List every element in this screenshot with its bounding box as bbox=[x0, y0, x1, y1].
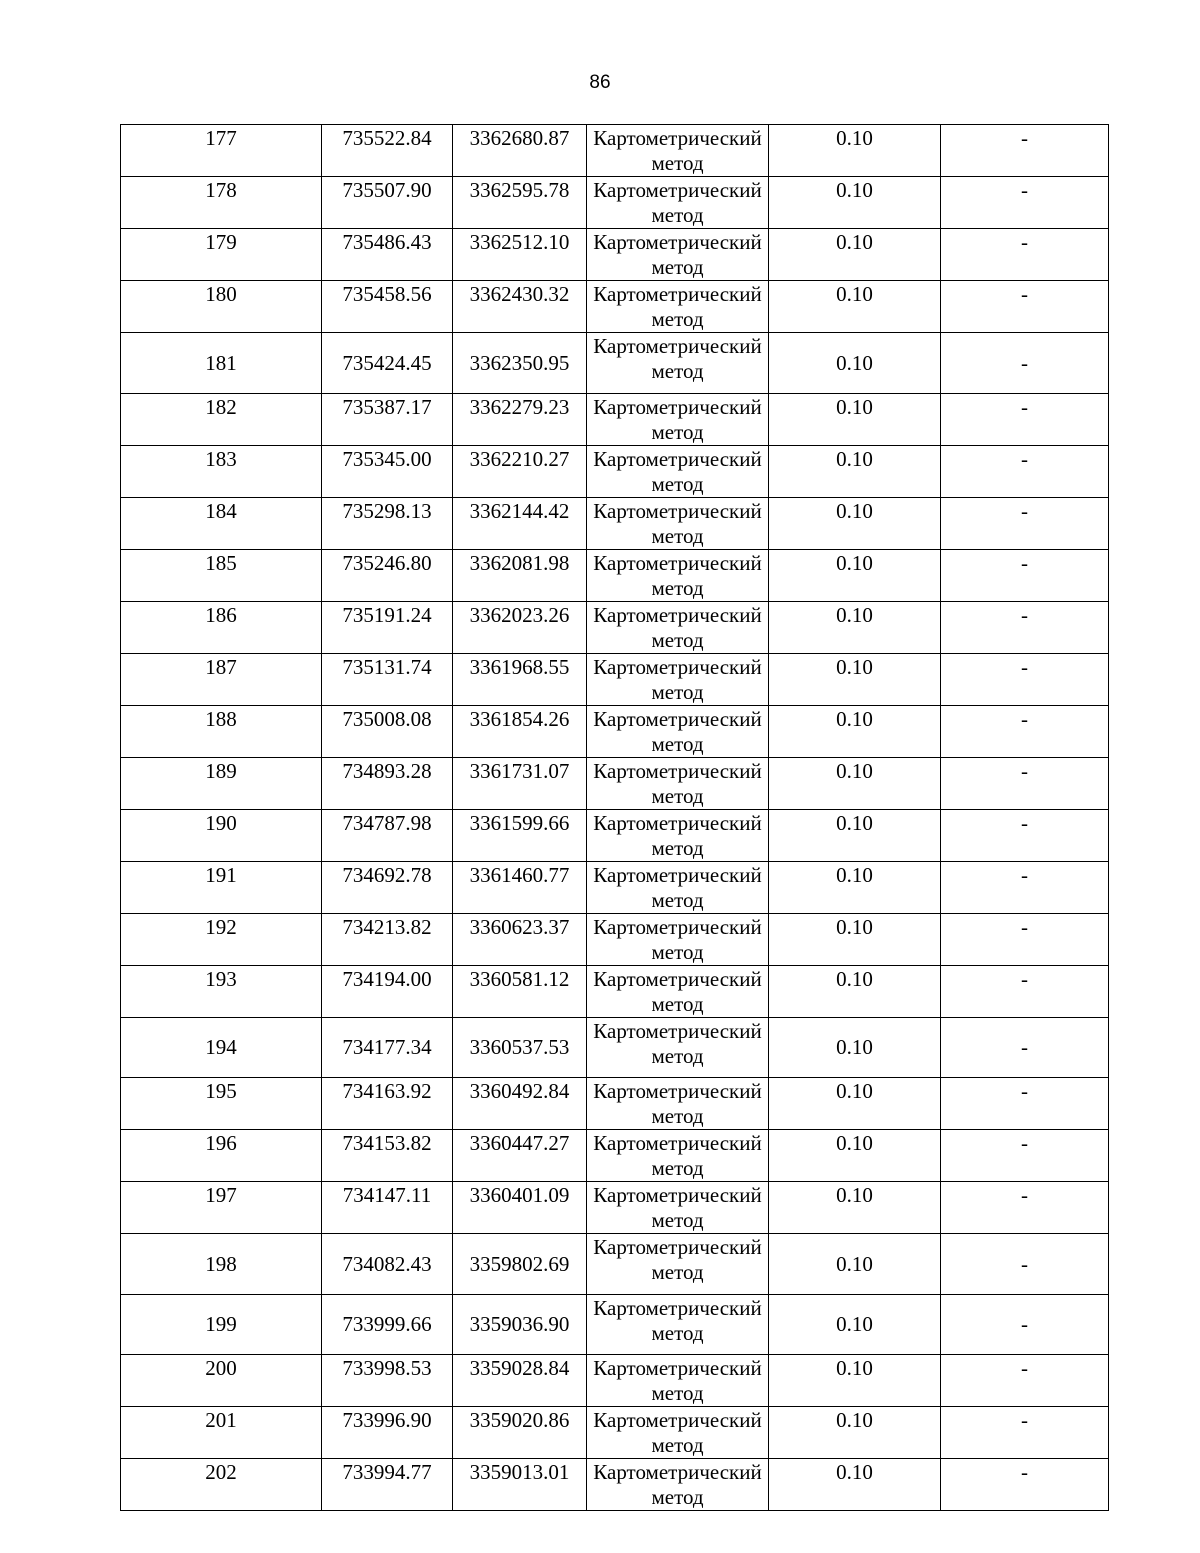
table-row bbox=[121, 497, 1109, 549]
table-row bbox=[121, 549, 1109, 601]
point-number-cell: 194 bbox=[121, 1017, 322, 1078]
accuracy-cell: 0.10 bbox=[769, 393, 941, 445]
table-row bbox=[121, 965, 1109, 1017]
x-coordinate-cell: 735458.56 bbox=[322, 281, 453, 333]
table-row bbox=[121, 705, 1109, 757]
method-cell: Картометрический метод bbox=[587, 177, 769, 229]
table-row bbox=[121, 809, 1109, 861]
y-coordinate-cell: 3361731.07 bbox=[453, 757, 587, 809]
y-coordinate-cell: 3361460.77 bbox=[453, 861, 587, 913]
point-number-cell: 181 bbox=[121, 333, 322, 394]
description-cell: - bbox=[941, 1355, 1109, 1407]
accuracy-cell: 0.10 bbox=[769, 965, 941, 1017]
description-cell: - bbox=[941, 1407, 1109, 1459]
accuracy-cell: 0.10 bbox=[769, 1234, 941, 1295]
method-cell: Картометрический метод bbox=[587, 1078, 769, 1130]
y-coordinate-cell: 3360447.27 bbox=[453, 1130, 587, 1182]
description-cell: - bbox=[941, 1017, 1109, 1078]
coordinates-table-body bbox=[121, 125, 1109, 1511]
y-coordinate-cell: 3361854.26 bbox=[453, 705, 587, 757]
point-number-cell: 190 bbox=[121, 809, 322, 861]
description-cell: - bbox=[941, 1078, 1109, 1130]
table-row bbox=[121, 445, 1109, 497]
table-row bbox=[121, 757, 1109, 809]
table-row bbox=[121, 1407, 1109, 1459]
y-coordinate-cell: 3362430.32 bbox=[453, 281, 587, 333]
table-row bbox=[121, 125, 1109, 177]
point-number-cell: 183 bbox=[121, 445, 322, 497]
accuracy-cell: 0.10 bbox=[769, 333, 941, 394]
method-cell: Картометрический метод bbox=[587, 1407, 769, 1459]
accuracy-cell: 0.10 bbox=[769, 1355, 941, 1407]
x-coordinate-cell: 734177.34 bbox=[322, 1017, 453, 1078]
description-cell: - bbox=[941, 497, 1109, 549]
x-coordinate-cell: 735131.74 bbox=[322, 653, 453, 705]
accuracy-cell: 0.10 bbox=[769, 549, 941, 601]
point-number-cell: 186 bbox=[121, 601, 322, 653]
point-number-cell: 192 bbox=[121, 913, 322, 965]
y-coordinate-cell: 3360581.12 bbox=[453, 965, 587, 1017]
point-number-cell: 180 bbox=[121, 281, 322, 333]
description-cell: - bbox=[941, 281, 1109, 333]
y-coordinate-cell: 3362680.87 bbox=[453, 125, 587, 177]
x-coordinate-cell: 734213.82 bbox=[322, 913, 453, 965]
description-cell: - bbox=[941, 705, 1109, 757]
description-cell: - bbox=[941, 229, 1109, 281]
y-coordinate-cell: 3359802.69 bbox=[453, 1234, 587, 1295]
coordinates-table bbox=[120, 124, 1109, 1511]
y-coordinate-cell: 3362512.10 bbox=[453, 229, 587, 281]
description-cell: - bbox=[941, 393, 1109, 445]
x-coordinate-cell: 735387.17 bbox=[322, 393, 453, 445]
accuracy-cell: 0.10 bbox=[769, 1294, 941, 1355]
accuracy-cell: 0.10 bbox=[769, 177, 941, 229]
accuracy-cell: 0.10 bbox=[769, 705, 941, 757]
y-coordinate-cell: 3362023.26 bbox=[453, 601, 587, 653]
table-row bbox=[121, 913, 1109, 965]
table-row bbox=[121, 1182, 1109, 1234]
point-number-cell: 201 bbox=[121, 1407, 322, 1459]
method-cell: Картометрический метод bbox=[587, 1355, 769, 1407]
accuracy-cell: 0.10 bbox=[769, 653, 941, 705]
point-number-cell: 202 bbox=[121, 1459, 322, 1511]
method-cell: Картометрический метод bbox=[587, 809, 769, 861]
y-coordinate-cell: 3360401.09 bbox=[453, 1182, 587, 1234]
accuracy-cell: 0.10 bbox=[769, 1017, 941, 1078]
x-coordinate-cell: 735246.80 bbox=[322, 549, 453, 601]
method-cell: Картометрический метод bbox=[587, 1017, 769, 1078]
point-number-cell: 178 bbox=[121, 177, 322, 229]
description-cell: - bbox=[941, 1234, 1109, 1295]
y-coordinate-cell: 3360537.53 bbox=[453, 1017, 587, 1078]
x-coordinate-cell: 733999.66 bbox=[322, 1294, 453, 1355]
method-cell: Картометрический метод bbox=[587, 1234, 769, 1295]
method-cell: Картометрический метод bbox=[587, 913, 769, 965]
x-coordinate-cell: 734163.92 bbox=[322, 1078, 453, 1130]
method-cell: Картометрический метод bbox=[587, 1459, 769, 1511]
x-coordinate-cell: 733998.53 bbox=[322, 1355, 453, 1407]
method-cell: Картометрический метод bbox=[587, 333, 769, 394]
table-row bbox=[121, 653, 1109, 705]
point-number-cell: 199 bbox=[121, 1294, 322, 1355]
table-row bbox=[121, 601, 1109, 653]
y-coordinate-cell: 3360492.84 bbox=[453, 1078, 587, 1130]
y-coordinate-cell: 3359013.01 bbox=[453, 1459, 587, 1511]
x-coordinate-cell: 735424.45 bbox=[322, 333, 453, 394]
x-coordinate-cell: 735522.84 bbox=[322, 125, 453, 177]
y-coordinate-cell: 3359036.90 bbox=[453, 1294, 587, 1355]
point-number-cell: 191 bbox=[121, 861, 322, 913]
accuracy-cell: 0.10 bbox=[769, 281, 941, 333]
table-row bbox=[121, 1234, 1109, 1295]
table-row bbox=[121, 1130, 1109, 1182]
accuracy-cell: 0.10 bbox=[769, 445, 941, 497]
x-coordinate-cell: 734692.78 bbox=[322, 861, 453, 913]
y-coordinate-cell: 3362595.78 bbox=[453, 177, 587, 229]
point-number-cell: 182 bbox=[121, 393, 322, 445]
description-cell: - bbox=[941, 177, 1109, 229]
method-cell: Картометрический метод bbox=[587, 965, 769, 1017]
method-cell: Картометрический метод bbox=[587, 281, 769, 333]
method-cell: Картометрический метод bbox=[587, 653, 769, 705]
table-row bbox=[121, 1355, 1109, 1407]
point-number-cell: 196 bbox=[121, 1130, 322, 1182]
method-cell: Картометрический метод bbox=[587, 497, 769, 549]
description-cell: - bbox=[941, 1130, 1109, 1182]
description-cell: - bbox=[941, 549, 1109, 601]
point-number-cell: 197 bbox=[121, 1182, 322, 1234]
description-cell: - bbox=[941, 1294, 1109, 1355]
x-coordinate-cell: 734194.00 bbox=[322, 965, 453, 1017]
description-cell: - bbox=[941, 809, 1109, 861]
x-coordinate-cell: 735008.08 bbox=[322, 705, 453, 757]
x-coordinate-cell: 734787.98 bbox=[322, 809, 453, 861]
accuracy-cell: 0.10 bbox=[769, 1130, 941, 1182]
accuracy-cell: 0.10 bbox=[769, 125, 941, 177]
point-number-cell: 184 bbox=[121, 497, 322, 549]
table-row bbox=[121, 229, 1109, 281]
point-number-cell: 198 bbox=[121, 1234, 322, 1295]
table-row bbox=[121, 177, 1109, 229]
accuracy-cell: 0.10 bbox=[769, 601, 941, 653]
x-coordinate-cell: 734153.82 bbox=[322, 1130, 453, 1182]
point-number-cell: 189 bbox=[121, 757, 322, 809]
x-coordinate-cell: 734893.28 bbox=[322, 757, 453, 809]
method-cell: Картометрический метод bbox=[587, 757, 769, 809]
x-coordinate-cell: 735298.13 bbox=[322, 497, 453, 549]
point-number-cell: 179 bbox=[121, 229, 322, 281]
y-coordinate-cell: 3362081.98 bbox=[453, 549, 587, 601]
y-coordinate-cell: 3361968.55 bbox=[453, 653, 587, 705]
description-cell: - bbox=[941, 445, 1109, 497]
table-row bbox=[121, 1294, 1109, 1355]
x-coordinate-cell: 735486.43 bbox=[322, 229, 453, 281]
x-coordinate-cell: 734082.43 bbox=[322, 1234, 453, 1295]
y-coordinate-cell: 3362350.95 bbox=[453, 333, 587, 394]
description-cell: - bbox=[941, 1459, 1109, 1511]
x-coordinate-cell: 733994.77 bbox=[322, 1459, 453, 1511]
description-cell: - bbox=[941, 965, 1109, 1017]
point-number-cell: 187 bbox=[121, 653, 322, 705]
accuracy-cell: 0.10 bbox=[769, 1459, 941, 1511]
accuracy-cell: 0.10 bbox=[769, 809, 941, 861]
accuracy-cell: 0.10 bbox=[769, 1407, 941, 1459]
method-cell: Картометрический метод bbox=[587, 705, 769, 757]
description-cell: - bbox=[941, 333, 1109, 394]
description-cell: - bbox=[941, 913, 1109, 965]
table-row bbox=[121, 1017, 1109, 1078]
y-coordinate-cell: 3360623.37 bbox=[453, 913, 587, 965]
accuracy-cell: 0.10 bbox=[769, 913, 941, 965]
method-cell: Картометрический метод bbox=[587, 861, 769, 913]
y-coordinate-cell: 3361599.66 bbox=[453, 809, 587, 861]
y-coordinate-cell: 3359020.86 bbox=[453, 1407, 587, 1459]
accuracy-cell: 0.10 bbox=[769, 497, 941, 549]
description-cell: - bbox=[941, 601, 1109, 653]
table-row bbox=[121, 281, 1109, 333]
y-coordinate-cell: 3362279.23 bbox=[453, 393, 587, 445]
x-coordinate-cell: 734147.11 bbox=[322, 1182, 453, 1234]
table-row bbox=[121, 1078, 1109, 1130]
y-coordinate-cell: 3359028.84 bbox=[453, 1355, 587, 1407]
method-cell: Картометрический метод bbox=[587, 1294, 769, 1355]
y-coordinate-cell: 3362144.42 bbox=[453, 497, 587, 549]
point-number-cell: 195 bbox=[121, 1078, 322, 1130]
description-cell: - bbox=[941, 757, 1109, 809]
x-coordinate-cell: 735345.00 bbox=[322, 445, 453, 497]
table-row bbox=[121, 333, 1109, 394]
accuracy-cell: 0.10 bbox=[769, 1182, 941, 1234]
method-cell: Картометрический метод bbox=[587, 549, 769, 601]
accuracy-cell: 0.10 bbox=[769, 861, 941, 913]
method-cell: Картометрический метод bbox=[587, 601, 769, 653]
method-cell: Картометрический метод bbox=[587, 125, 769, 177]
point-number-cell: 188 bbox=[121, 705, 322, 757]
x-coordinate-cell: 735507.90 bbox=[322, 177, 453, 229]
accuracy-cell: 0.10 bbox=[769, 229, 941, 281]
table-row bbox=[121, 393, 1109, 445]
table-row bbox=[121, 861, 1109, 913]
description-cell: - bbox=[941, 861, 1109, 913]
point-number-cell: 185 bbox=[121, 549, 322, 601]
description-cell: - bbox=[941, 125, 1109, 177]
method-cell: Картометрический метод bbox=[587, 1130, 769, 1182]
accuracy-cell: 0.10 bbox=[769, 757, 941, 809]
accuracy-cell: 0.10 bbox=[769, 1078, 941, 1130]
x-coordinate-cell: 735191.24 bbox=[322, 601, 453, 653]
point-number-cell: 200 bbox=[121, 1355, 322, 1407]
method-cell: Картометрический метод bbox=[587, 1182, 769, 1234]
method-cell: Картометрический метод bbox=[587, 445, 769, 497]
description-cell: - bbox=[941, 1182, 1109, 1234]
point-number-cell: 177 bbox=[121, 125, 322, 177]
x-coordinate-cell: 733996.90 bbox=[322, 1407, 453, 1459]
method-cell: Картометрический метод bbox=[587, 229, 769, 281]
description-cell: - bbox=[941, 653, 1109, 705]
y-coordinate-cell: 3362210.27 bbox=[453, 445, 587, 497]
point-number-cell: 193 bbox=[121, 965, 322, 1017]
table-row bbox=[121, 1459, 1109, 1511]
method-cell: Картометрический метод bbox=[587, 393, 769, 445]
page-number: 86 bbox=[589, 72, 611, 93]
